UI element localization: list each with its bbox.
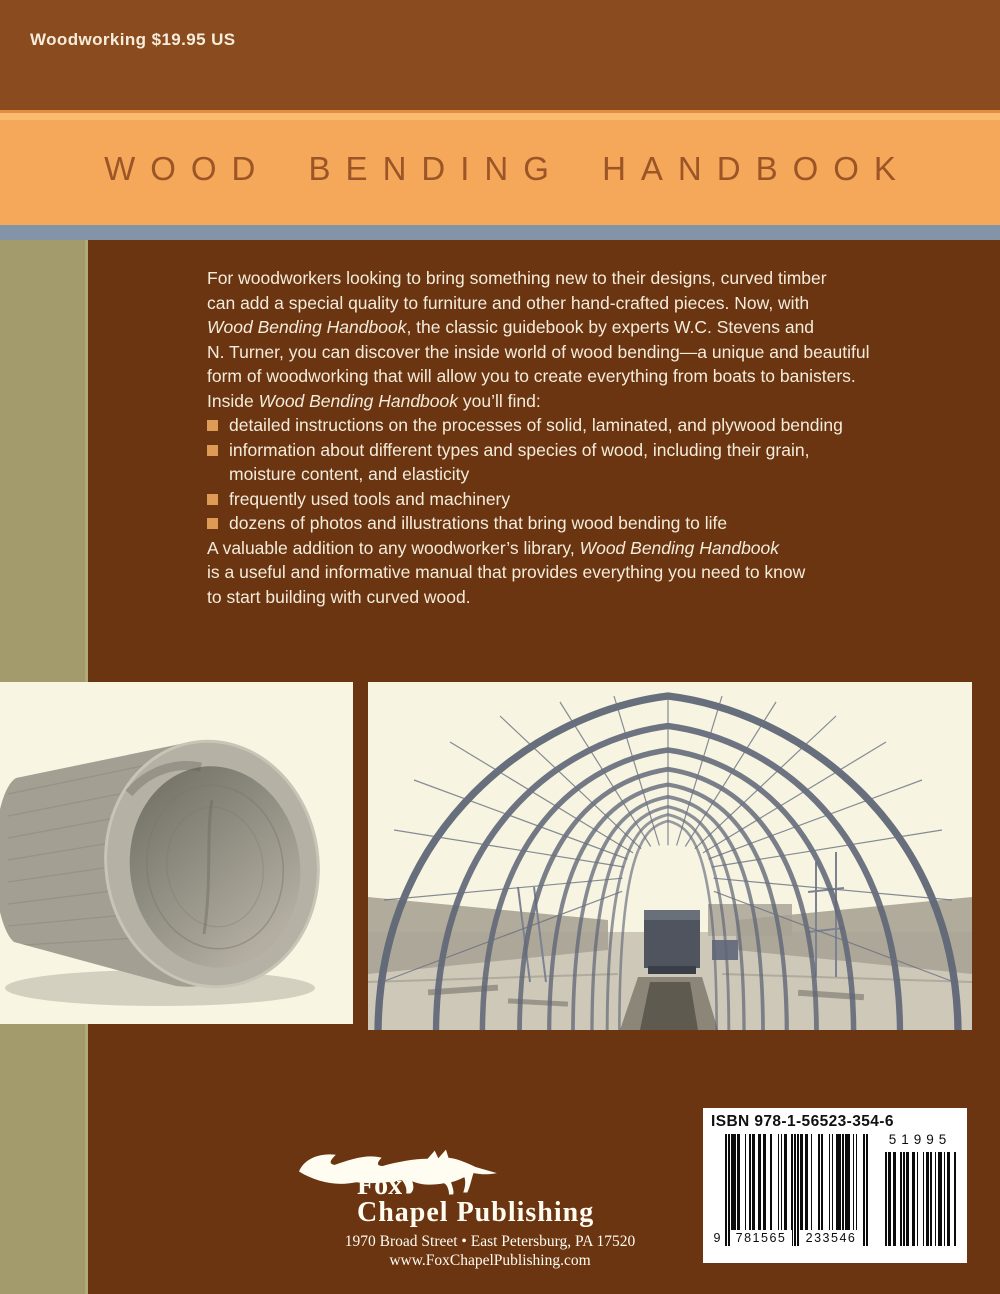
- intro-paragraph: For woodworkers looking to bring something new to their designs, curved timber can add a special quality to furniture and other hand-crafted pieces. Now, with Wood Bending Handbook, the classic guidebook by experts W.C. Stevens and N. Turner, you can discover the inside world of wood bending—a unique and beautiful form of woodworking that will allow you to create everything from boats to banisters.: [207, 268, 870, 386]
- features-heading: Inside Wood Bending Handbook you’ll find:: [207, 390, 541, 411]
- back-cover-copy: [207, 266, 927, 609]
- outro-paragraph: A valuable addition to any woodworker’s library, Wood Bending Handbook is a useful and informative manual that provides everything you need to know to start building with curved wood.: [207, 537, 806, 607]
- ean-left-digits: 781565: [730, 1230, 792, 1247]
- publisher-website: www.FoxChapelPublishing.com: [389, 1252, 591, 1269]
- publisher-name-line1: Fox: [357, 1170, 403, 1201]
- ean-prefix-digit: 9: [709, 1230, 725, 1247]
- isbn-label: ISBN 978-1-56523-354-6: [711, 1113, 894, 1130]
- bullet-square-icon: [207, 518, 218, 529]
- price-addon-digits: 51995: [888, 1132, 952, 1147]
- feature-text: frequently used tools and machinery: [229, 488, 511, 509]
- barcode-panel: [703, 1108, 967, 1263]
- bullet-square-icon: [207, 420, 218, 431]
- title-band: [0, 110, 1000, 225]
- feature-item: [207, 413, 927, 438]
- feature-text: dozens of photos and illustrations that bring wood bending to life: [229, 513, 728, 533]
- bullet-square-icon: [207, 494, 218, 505]
- feature-text: information about different types and species of wood, including their grain, moisture content, and elasticity: [229, 439, 810, 484]
- feature-item: [207, 487, 927, 512]
- cylinder-photo: [0, 682, 353, 1024]
- features-list: [207, 413, 927, 536]
- ean-right-digits: 233546: [800, 1230, 862, 1247]
- feature-item: [207, 438, 927, 487]
- feature-item: [207, 511, 927, 536]
- feature-text: detailed instructions on the processes of solid, laminated, and plywood bending: [229, 415, 843, 435]
- publisher-name-line2: Chapel Publishing: [357, 1197, 595, 1228]
- bullet-square-icon: [207, 445, 218, 456]
- addon-barcode: [885, 1152, 956, 1246]
- category-price-label: Woodworking $19.95 US: [30, 30, 236, 49]
- arch-structure-photo: [368, 682, 972, 1030]
- top-bar: [0, 0, 1000, 110]
- publisher-address: 1970 Broad Street • East Petersburg, PA 17520: [344, 1233, 636, 1250]
- divider-strip: [0, 225, 1000, 240]
- book-title: WOOD BENDING HANDBOOK: [104, 150, 911, 187]
